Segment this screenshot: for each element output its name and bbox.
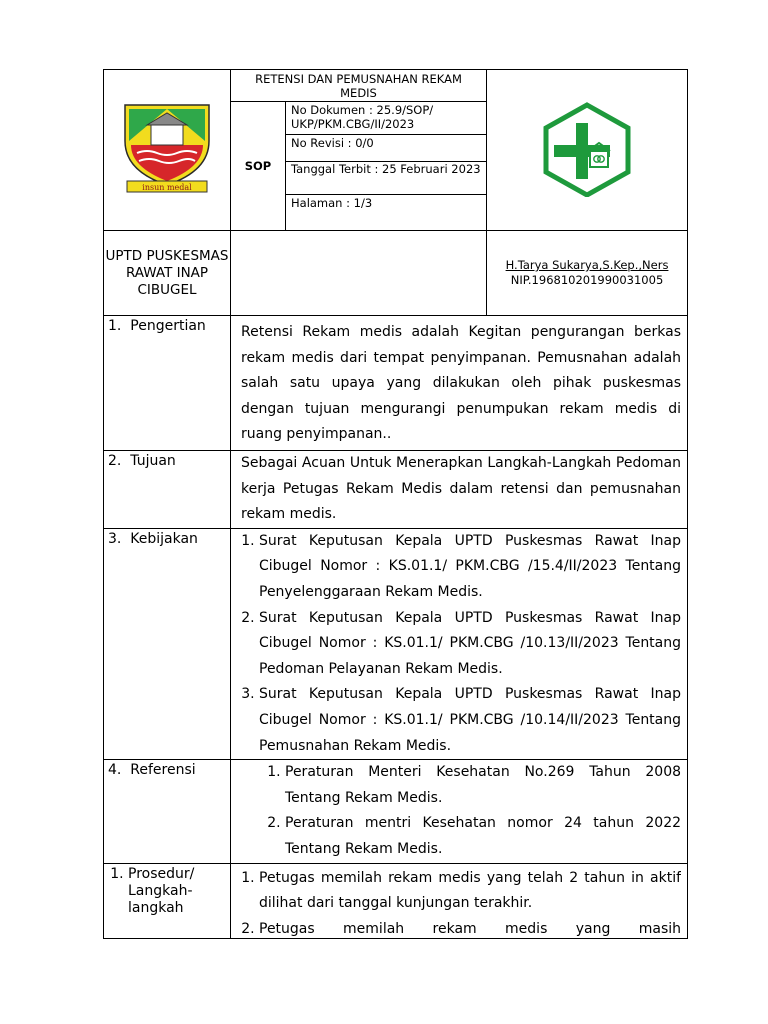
blank-cell [231,231,487,316]
referensi-body [231,760,688,863]
district-logo-cell [104,70,231,231]
section-title: Pengertian [130,318,206,334]
section-title: Kebijakan [130,530,198,547]
section-label-tujuan [104,451,231,529]
list-item: 2. Surat Keputusan Kepala UPTD Puskesmas Rawat Inap Cibugel Nomor : KS.01.1/ PKM.CBG /10.13/II/2023 Tentang Pedoman Pelayanan Rekam Medis. [259,606,681,683]
section-number: 1. [108,318,122,334]
sop-document [103,69,687,939]
puskesmas-logo-cell [487,70,688,231]
section-number: 3. [108,530,122,547]
referensi-list [235,760,681,862]
list-item: 1. Surat Keputusan Kepala UPTD Puskesmas Rawat Inap Cibugel Nomor : KS.01.1/ PKM.CBG /15.4/II/2023 Tentang Penyelenggaraan Rekam Medis. [259,529,681,606]
tujuan-body: Sebagai Acuan Untuk Menerapkan Langkah-Langkah Pedoman kerja Petugas Rekam Medis dalam retensi dan pemusnahan rekam medis. [231,451,688,529]
document-title: RETENSI DAN PEMUSNAHAN REKAM MEDIS [231,70,487,102]
signature-block [487,231,688,316]
halaman: Halaman : 1/3 [286,195,487,231]
kebijakan-list [235,529,681,759]
section-label-prosedur [104,863,231,938]
sop-label: SOP [231,102,286,231]
no-dokumen: No Dokumen : 25.9/SOP/ UKP/PKM.CBG/II/2023 [286,102,487,135]
list-item: 2. Peraturan mentri Kesehatan nomor 24 tahun 2022 Tentang Rekam Medis. [285,811,681,862]
pengertian-body: Retensi Rekam medis adalah Kegitan pengurangan berkas rekam medis dari tempat penyimpanan. Pemusnahan adalah salah satu upaya yang dilakukan oleh pihak puskesmas dengan tujuan mengurangi penumpukan rekam medis di ruang penyimpanan.. [231,316,688,451]
list-item: 2. Petugas memilah rekam medis yang masih [259,917,681,936]
tanggal-terbit: Tanggal Terbit : 25 Februari 2023 [286,162,487,195]
prosedur-label-list [108,866,226,917]
section-title: Referensi [130,762,196,779]
section-title: Tujuan [130,453,176,469]
section-label-referensi [104,760,231,863]
prosedur-list [235,866,681,936]
section-label-pengertian [104,316,231,451]
logo-banner-text: insun medal [142,182,192,192]
list-item: 1. Petugas memilah rekam medis yang telah 2 tahun in aktif dilihat dari tanggal kunjungan terakhir. [259,866,681,917]
section-number: 4. [108,762,122,779]
list-item: 3. Surat Keputusan Kepala UPTD Puskesmas Rawat Inap Cibugel Nomor : KS.01.1/ PKM.CBG /10.14/II/2023 Tentang Pemusnahan Rekam Medis. [259,682,681,759]
sop-table [103,69,688,939]
district-emblem-icon [117,101,217,197]
prosedur-body [231,863,688,938]
no-revisi: No Revisi : 0/0 [286,135,487,162]
prosedur-clip [235,866,681,936]
signer-nip: NIP.196810201990031005 [510,273,664,287]
puskesmas-logo-icon [542,101,632,197]
organization-name: UPTD PUSKESMAS RAWAT INAP CIBUGEL [104,231,231,316]
section-number: 2. [108,453,122,469]
signer-name: H.Tarya Sukarya,S.Kep.,Ners [505,258,669,272]
list-item: 1. Peraturan Menteri Kesehatan No.269 Tahun 2008 Tentang Rekam Medis. [285,760,681,811]
section-label-kebijakan [104,528,231,759]
kebijakan-body [231,528,688,759]
section-title: 1. Prosedur/ Langkah-langkah [128,866,226,917]
